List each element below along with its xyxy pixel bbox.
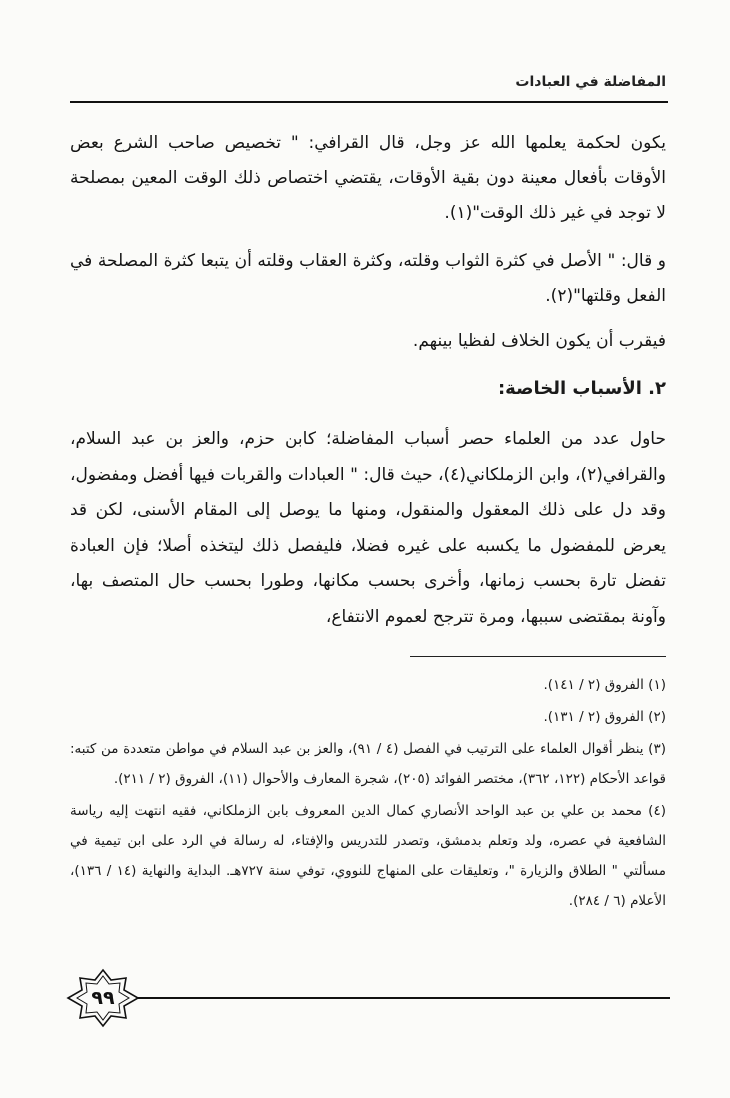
footnotes <box>70 670 666 918</box>
footnote-4: (٤) محمد بن علي بن عبد الواحد الأنصاري كمال الدين المعروف بابن الزملكاني، فقيه انتهت إليه رياسة الشافعية في عصره، ولد وتعلم بدمشق، وتصدر للتدريس والإفتاء، له رسالة في الرد على ابن تيمية في مسألتي " الطلاق والزيارة "، وتعليقات على المنهاج للنووي، توفي سنة ٧٢٧هـ. البداية والنهاية (١٤ / ١٣٦)، الأعلام (٦ / ٢٨٤). <box>70 803 666 909</box>
page-number: ٩٩ <box>91 987 115 1009</box>
paragraph-3: فيقرب أن يكون الخلاف لفظيا بينهم. <box>412 331 666 351</box>
page-number-badge <box>66 968 140 1028</box>
footnote-2: (٢) الفروق (٢ / ١٣١). <box>543 709 666 725</box>
header-rule <box>70 101 668 103</box>
paragraph-1: يكون لحكمة يعلمها الله عز وجل، قال القرافي: " تخصيص صاحب الشرع بعض الأوقات بأفعال معينة دون بقية الأوقات، يقتضي اختصاص ذلك الوقت المعين بمصلحة لا توجد في غير ذلك الوقت"(١). <box>70 133 666 223</box>
page-footer <box>66 968 670 1028</box>
paragraph-4: حاول عدد من العلماء حصر أسباب المفاضلة؛ كابن حزم، والعز بن عبد السلام، والقرافي(٢)، وابن الزملكاني(٤)، حيث قال: " العبادات والقربات فيها أفضل ومفضول، وقد دل على ذلك المعقول والمنقول، ومنها ما يوصل إلى المقام الأسنى، لكن قد يعرض للمفضول ما يكسبه على غيره فضلا، فليفصل ذلك ليتخذه أصلا؛ فإن العبادة تفضل تارة بحسب زمانها، وأخرى بحسب مكانها، وطورا بحسب حال المتصف بها، وآونة بمقتضى سببها، ومرة تترجح لعموم الانتفاع، <box>70 429 666 627</box>
footnote-separator <box>410 656 666 657</box>
running-header: المفاضلة في العبادات <box>515 74 666 90</box>
footnote-1: (١) الفروق (٢ / ١٤١). <box>543 677 666 693</box>
footer-rule <box>126 997 670 999</box>
paragraph-2: و قال: " الأصل في كثرة الثواب وقلته، وكثرة العقاب وقلته أن يتبعا كثرة المصلحة في الفعل وقلتها"(٢). <box>70 251 666 306</box>
footnote-3: (٣) ينظر أقوال العلماء على الترتيب في الفصل (٤ / ٩١)، والعز بن عبد السلام في مواطن متعددة من كتبه: قواعد الأحكام (١٢٢، ٣٦٢)، مختصر الفوائد (٢٠٥)، شجرة المعارف والأحوال (١١)، الفروق (٢ / ٢١١). <box>70 741 666 787</box>
section-heading: ٢. الأسباب الخاصة: <box>497 378 666 399</box>
